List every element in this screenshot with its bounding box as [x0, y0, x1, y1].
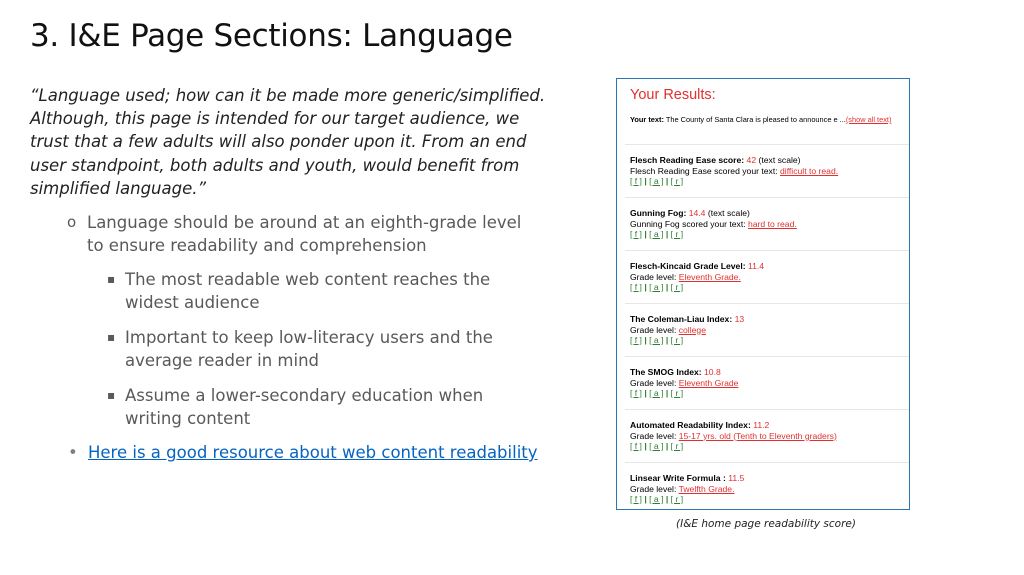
link-r[interactable]: [ r ] — [670, 176, 684, 187]
point-text: Important to keep low-literacy users and the average reader in mind — [125, 328, 493, 371]
link-f[interactable]: [ f ] — [630, 176, 642, 187]
sub-bullet — [67, 211, 527, 257]
metric-line2-label: Grade level: — [630, 324, 677, 335]
metric-score: 13 — [734, 314, 745, 324]
divider — [625, 462, 909, 463]
link-separator: | — [641, 441, 650, 452]
link-separator: | — [641, 176, 650, 187]
link-a[interactable]: [ a ] — [649, 388, 664, 399]
metric-score: 14.4 — [688, 208, 706, 218]
point-item — [107, 384, 545, 430]
metric-line2-label: Grade level: — [630, 377, 677, 388]
square-bullet-icon: ▪ — [107, 272, 116, 286]
divider — [625, 144, 909, 145]
results-title: Your Results: — [630, 87, 716, 103]
link-r[interactable]: [ r ] — [670, 441, 684, 452]
readability-results-panel — [616, 78, 910, 510]
metric-name: The Coleman-Liau Index: — [630, 314, 733, 324]
metric-flesch-reading-ease — [630, 155, 838, 187]
metric-flesch-kincaid — [630, 261, 764, 293]
divider — [625, 250, 909, 251]
metric-score: 11.4 — [747, 261, 765, 271]
metric-name: Flesch Reading Ease score: — [630, 155, 745, 165]
your-text-value: The County of Santa Clara is pleased to announce e ... — [665, 115, 846, 124]
metric-automated-readability — [630, 420, 837, 452]
metric-suffix: (text scale) — [707, 208, 750, 218]
link-separator: | — [663, 335, 671, 346]
link-a[interactable]: [ a ] — [649, 335, 664, 346]
link-a[interactable]: [ a ] — [649, 229, 664, 240]
link-f[interactable]: [ f ] — [630, 229, 642, 240]
metric-score: 11.2 — [753, 420, 770, 430]
metric-line2-label: Gunning Fog scored your text: — [630, 218, 746, 229]
link-separator: | — [663, 176, 671, 187]
link-a[interactable]: [ a ] — [649, 441, 664, 452]
link-separator: | — [641, 335, 650, 346]
metric-line2-label: Grade level: — [630, 483, 677, 494]
link-a[interactable]: [ a ] — [649, 282, 664, 293]
divider — [625, 197, 909, 198]
metric-name: Flesch-Kincaid Grade Level: — [630, 261, 746, 271]
square-bullet-icon: ▪ — [107, 388, 116, 402]
link-separator: | — [641, 388, 650, 399]
quote-text: “Language used; how can it be made more generic/simplified. Although, this page is intended for our target audience, we trust that a few adults will also ponder upon it. From an end user standpoint, both adults and youth, would benefit from simplified language.” — [30, 86, 546, 198]
metric-line2-label: Grade level: — [630, 430, 677, 441]
metric-gunning-fog — [630, 208, 797, 240]
point-text: Assume a lower-secondary education when writing content — [125, 386, 484, 429]
link-separator: | — [663, 282, 671, 293]
readability-resource-link[interactable]: Here is a good resource about web content readability — [88, 443, 538, 462]
link-f[interactable]: [ f ] — [630, 494, 642, 505]
link-separator: | — [663, 441, 671, 452]
divider — [625, 356, 909, 357]
link-r[interactable]: [ r ] — [670, 494, 684, 505]
metric-score: 42 — [746, 155, 757, 165]
link-a[interactable]: [ a ] — [649, 494, 664, 505]
point-item — [107, 326, 545, 372]
divider — [625, 303, 909, 304]
metric-line2-value[interactable]: Eleventh Grade. — [678, 271, 741, 282]
link-f[interactable]: [ f ] — [630, 282, 642, 293]
metric-line2-value[interactable]: college — [678, 324, 706, 335]
panel-caption: (I&E home page readability score) — [676, 518, 856, 530]
link-separator: | — [663, 229, 671, 240]
metric-line2-label: Grade level: — [630, 271, 677, 282]
link-a[interactable]: [ a ] — [649, 176, 664, 187]
metric-score: 11.5 — [728, 473, 745, 483]
metric-line2-label: Flesch Reading Ease scored your text: — [630, 165, 778, 176]
slide-title: 3. I&E Page Sections: Language — [30, 18, 513, 54]
link-separator: | — [663, 494, 671, 505]
metric-name: Linsear Write Formula : — [630, 473, 726, 483]
point-item — [107, 268, 545, 314]
square-bullet-icon: ▪ — [107, 330, 116, 344]
link-separator: | — [641, 229, 650, 240]
metric-name: The SMOG Index: — [630, 367, 702, 377]
point-text: The most readable web content reaches the widest audience — [125, 270, 491, 313]
link-separator: | — [641, 494, 650, 505]
your-text-line — [630, 115, 891, 124]
link-separator: | — [663, 388, 671, 399]
link-separator: | — [641, 282, 650, 293]
link-r[interactable]: [ r ] — [670, 282, 684, 293]
sub-bullet-text: Language should be around at an eighth-grade level to ensure readability and comprehension — [87, 213, 522, 256]
metric-line2-value[interactable]: Twelfth Grade. — [678, 483, 735, 494]
link-f[interactable]: [ f ] — [630, 388, 642, 399]
divider — [625, 409, 909, 410]
metric-coleman-liau — [630, 314, 744, 346]
metric-name: Automated Readability Index: — [630, 420, 751, 430]
link-f[interactable]: [ f ] — [630, 441, 642, 452]
metric-line2-value[interactable]: difficult to read. — [780, 165, 839, 176]
resource-bullet — [68, 441, 538, 464]
link-f[interactable]: [ f ] — [630, 335, 642, 346]
metric-linsear-write — [630, 473, 744, 505]
bullet-icon: • — [68, 443, 78, 462]
link-r[interactable]: [ r ] — [670, 388, 684, 399]
your-text-label: Your text: — [630, 115, 664, 124]
show-all-text-link[interactable]: (show all text) — [845, 115, 892, 124]
metric-line2-value[interactable]: Eleventh Grade — [678, 377, 739, 388]
metric-line2-value[interactable]: hard to read. — [748, 218, 797, 229]
circle-bullet-icon: o — [67, 213, 77, 231]
metric-suffix: (text scale) — [758, 155, 801, 165]
metric-smog-index — [630, 367, 738, 399]
link-r[interactable]: [ r ] — [670, 335, 684, 346]
metric-line2-value[interactable]: 15-17 yrs. old (Tenth to Eleventh graders) — [678, 430, 837, 441]
metric-name: Gunning Fog: — [630, 208, 687, 218]
link-r[interactable]: [ r ] — [670, 229, 684, 240]
metric-score: 10.8 — [704, 367, 721, 377]
